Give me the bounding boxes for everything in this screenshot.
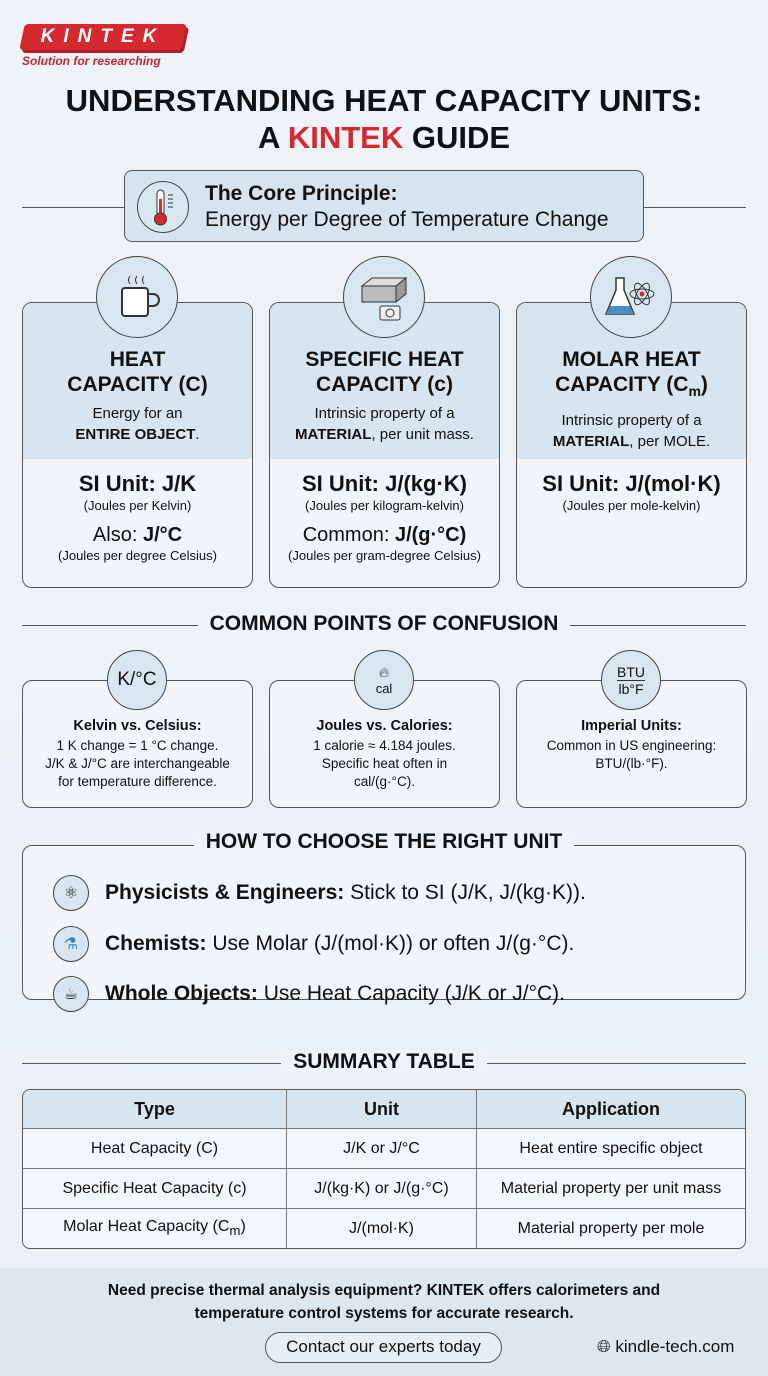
si-unit: SI Unit: J/(mol·K) <box>542 471 721 496</box>
table-row: Molar Heat Capacity $(C_m)$ J/(mol·K) Material property per mole <box>23 1208 745 1248</box>
alt-unit: Common: J/(g·°C) <box>302 524 467 546</box>
footer-text: Need precise thermal analysis equipment? KINTEK offers calorimeters and temperature control systems for accurate research. <box>107 1282 661 1322</box>
atom-icon: ⚛ <box>53 875 89 911</box>
thermometer-icon <box>137 181 189 233</box>
page-title-line2: A KINTEK GUIDE <box>257 120 511 155</box>
choose-item-chemists: ⚗ Chemists: Use Molar (J/(mol·K)) or often J/(g·°C). <box>53 926 574 962</box>
contact-experts-button[interactable]: Contact our experts today <box>265 1332 502 1363</box>
card-title: SPECIFIC HEAT <box>305 348 464 371</box>
card-title: CAPACITY (c) <box>316 373 453 396</box>
logo-tagline: Solution for researching <box>22 54 161 68</box>
kelvin-celsius-icon: K/°C <box>107 650 167 710</box>
confusion-card-imperial: Imperial Units: Common in US engineering: BTU/(lb·°F). <box>516 680 747 808</box>
section-heading-confusion: COMMON POINTS OF CONFUSION <box>0 612 768 636</box>
si-unit: SI Unit: J/K <box>78 471 197 496</box>
section-heading-choose: HOW TO CHOOSE THE RIGHT UNIT <box>0 830 768 854</box>
calorie-flame-icon: 🔥︎ cal <box>354 650 414 710</box>
chemistry-flask-atom-icon <box>590 256 672 338</box>
card-desc: Energy for an ENTIRE OBJECT. <box>75 405 200 443</box>
table-header-row: Type Unit Application <box>23 1090 745 1128</box>
choose-item-whole-objects: ☕︎ Whole Objects: Use Heat Capacity (J/K or J/°C). <box>53 976 565 1012</box>
card-desc: Intrinsic property of a MATERIAL, per MOLE. <box>552 412 711 451</box>
mug-icon <box>96 256 178 338</box>
core-heading: The Core Principle: <box>205 182 398 205</box>
summary-table <box>22 1089 746 1249</box>
si-note: (Joules per kilogram-kelvin) <box>305 498 464 513</box>
alt-note: (Joules per degree Celsius) <box>58 548 217 563</box>
card-desc: Intrinsic property of a MATERIAL, per unit mass. <box>295 405 474 443</box>
kintek-logo: KINTEK <box>19 24 187 50</box>
si-unit: SI Unit: J/(kg·K) <box>302 471 467 496</box>
core-principle-box <box>124 170 644 242</box>
alt-note: (Joules per gram-degree Celsius) <box>288 548 481 563</box>
card-title: MOLAR HEAT <box>562 348 701 371</box>
mug-icon: ☕︎ <box>53 976 89 1012</box>
card-title: CAPACITY (C) <box>67 373 208 396</box>
flask-icon: ⚗ <box>53 926 89 962</box>
page-title-line1: UNDERSTANDING HEAT CAPACITY UNITS: <box>65 83 703 118</box>
choose-unit-box <box>22 845 746 1005</box>
card-title: HEAT <box>109 348 166 371</box>
table-row: Specific Heat Capacity (c) J/(kg·K) or J/(g·°C) Material property per unit mass <box>23 1168 745 1208</box>
alt-unit: Also: J/°C <box>92 524 183 546</box>
card-specific-heat <box>269 302 500 588</box>
card-molar-heat <box>516 302 747 588</box>
metal-block-scale-icon <box>343 256 425 338</box>
confusion-card-kelvin-celsius: Kelvin vs. Celsius: 1 K change = 1 °C change. J/K & J/°C are interchangeable for temperature difference. <box>22 680 253 808</box>
card-heat-capacity <box>22 302 253 588</box>
globe-icon: 🌐︎ <box>597 1337 611 1356</box>
choose-item-physicists: ⚛ Physicists & Engineers: Stick to SI (J/K, J/(kg·K)). <box>53 875 586 911</box>
table-row: Heat Capacity (C) J/K or J/°C Heat entire specific object <box>23 1128 745 1168</box>
section-heading-summary: SUMMARY TABLE <box>0 1050 768 1074</box>
confusion-card-joules-calories: Joules vs. Calories: 1 calorie ≈ 4.184 joules. Specific heat often in cal/(g·°C). <box>269 680 500 808</box>
si-note: (Joules per mole-kelvin) <box>562 498 701 513</box>
btu-icon: BTU lb°F <box>601 650 661 710</box>
si-note: (Joules per Kelvin) <box>83 498 192 513</box>
website-link[interactable]: 🌐︎ kindle-tech.com <box>597 1337 735 1356</box>
core-text: Energy per Degree of Temperature Change <box>205 208 609 231</box>
card-title: CAPACITY $(C_m)$ <box>555 373 708 400</box>
